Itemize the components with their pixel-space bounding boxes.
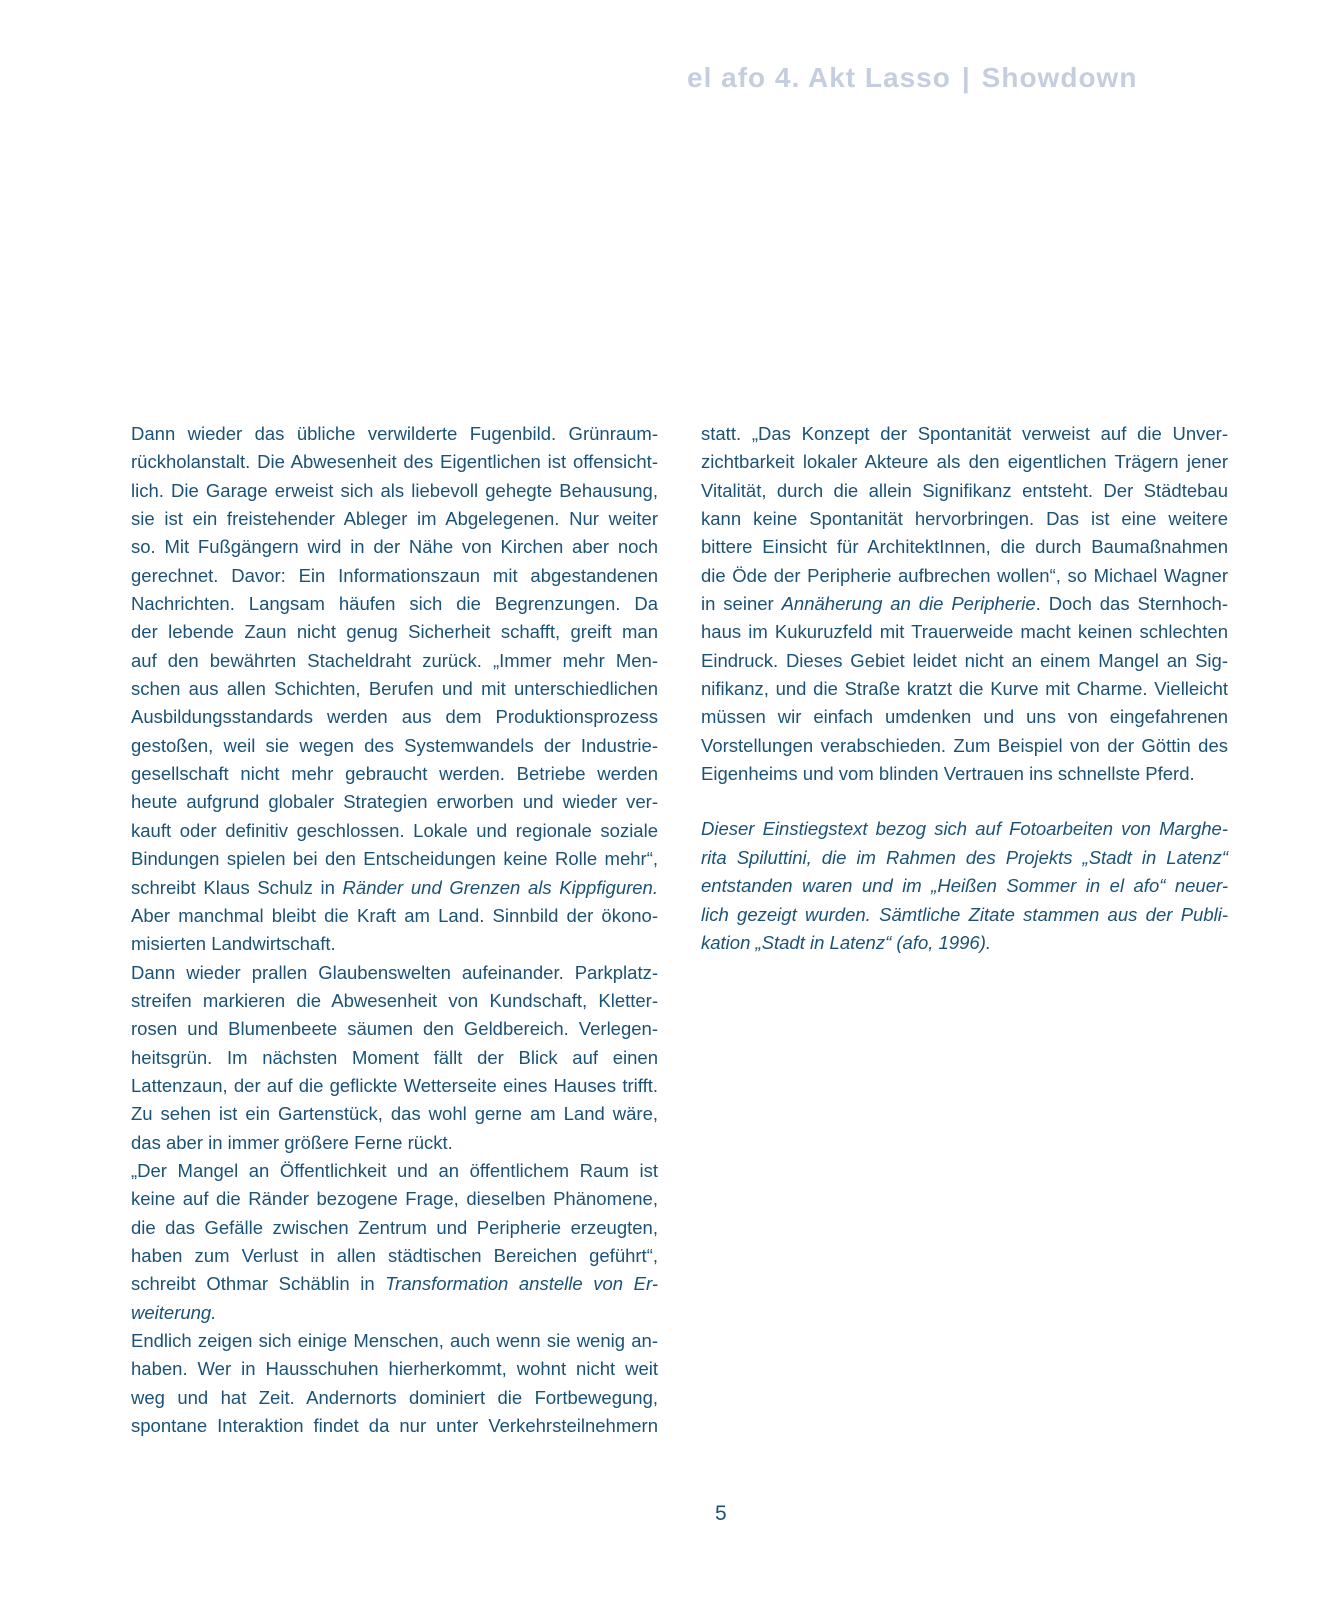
text-line bbox=[131, 902, 658, 930]
text-line bbox=[701, 618, 1228, 646]
text-segment: Zu sehen ist ein Gartenstück, das wohl gerne am Land wäre, bbox=[131, 1103, 658, 1125]
text-segment: bittere Einsicht für ArchitektInnen, die durch Baumaßnahmen bbox=[701, 536, 1228, 558]
text-segment: auf den bewährten Stacheldraht zurück. „Immer mehr Men- bbox=[131, 649, 658, 671]
text-segment: „Der Mangel an Öffentlichkeit und an öffentlichem Raum ist bbox=[131, 1159, 658, 1181]
text-line bbox=[701, 533, 1228, 561]
text-line bbox=[131, 590, 658, 618]
text-segment: rosen und Blumenbeete säumen den Geldbereich. Verlegen- bbox=[131, 1018, 658, 1040]
text-line bbox=[131, 1044, 658, 1072]
text-segment: lich gezeigt wurden. Sämtliche Zitate stammen aus der Publi- bbox=[701, 903, 1228, 925]
header-chapter: el afo 4. Akt Lasso bbox=[687, 62, 951, 93]
text-line bbox=[131, 1270, 658, 1298]
italic-text-segment: Annäherung an die Peripherie bbox=[781, 593, 1036, 615]
text-segment: die Öde der Peripherie aufbrechen wollen“, so Michael Wagner bbox=[701, 564, 1228, 586]
text-line bbox=[131, 874, 658, 902]
text-segment: so. Mit Fußgängern wird in der Nähe von Kirchen aber noch bbox=[131, 536, 658, 558]
text-segment: Lattenzaun, der auf die geflickte Wetterseite eines Hauses trifft. bbox=[131, 1074, 658, 1096]
text-line bbox=[701, 872, 1228, 900]
text-segment: müssen wir einfach umdenken und uns von eingefahrenen bbox=[701, 706, 1228, 728]
text-line bbox=[131, 987, 658, 1015]
text-line bbox=[701, 448, 1228, 476]
text-line bbox=[131, 477, 658, 505]
text-line bbox=[131, 1214, 658, 1242]
text-segment: nifikanz, und die Straße kratzt die Kurve mit Charme. Vielleicht bbox=[701, 678, 1228, 700]
text-segment: entstanden waren und im „Heißen Sommer in el afo“ neuer- bbox=[701, 875, 1228, 897]
italic-text-segment: Transformation anstelle von Er- bbox=[385, 1273, 658, 1295]
text-segment: misierten Landwirtschaft. bbox=[131, 933, 336, 955]
text-line bbox=[131, 760, 658, 788]
text-segment: kann keine Spontanität hervorbringen. Das ist eine weitere bbox=[701, 508, 1228, 530]
text-line bbox=[131, 1185, 658, 1213]
text-line bbox=[131, 1242, 658, 1270]
text-segment: Eindruck. Dieses Gebiet leidet nicht an einem Mangel an Sig- bbox=[701, 649, 1228, 671]
italic-text-segment: Ränder und Grenzen als Kippfiguren. bbox=[342, 876, 658, 898]
text-segment: haus im Kukuruzfeld mit Trauerweide macht keinen schlechten bbox=[701, 621, 1228, 643]
text-segment: Eigenheims und vom blinden Vertrauen ins schnellste Pferd. bbox=[701, 763, 1195, 785]
text-line bbox=[131, 675, 658, 703]
text-segment: gerechnet. Davor: Ein Informationszaun mit abgestandenen bbox=[131, 564, 658, 586]
text-line bbox=[701, 590, 1228, 618]
text-segment: Dann wieder das übliche verwilderte Fugenbild. Grünraum- bbox=[131, 423, 658, 444]
text-segment: kation „Stadt in Latenz“ (afo, 1996). bbox=[701, 931, 992, 953]
text-segment: in seiner bbox=[701, 593, 782, 615]
text-line bbox=[701, 732, 1228, 760]
text-segment: Ausbildungsstandards werden aus dem Produktionsprozess bbox=[131, 706, 658, 728]
text-line bbox=[701, 844, 1228, 872]
text-column-right bbox=[701, 420, 1228, 957]
text-line bbox=[131, 817, 658, 845]
paragraph bbox=[701, 420, 1228, 788]
text-segment: spontane Interaktion findet da nur unter Verkehrsteilnehmern bbox=[131, 1415, 658, 1437]
text-segment: lich. Die Garage erweist sich als liebevoll gehegte Behausung, bbox=[131, 479, 658, 501]
page-header bbox=[687, 64, 1137, 92]
text-line bbox=[131, 1327, 658, 1355]
text-line bbox=[131, 1129, 658, 1157]
text-line bbox=[701, 901, 1228, 929]
text-segment: heute aufgrund globaler Strategien erworben und wieder ver- bbox=[131, 791, 658, 813]
text-line bbox=[131, 930, 658, 958]
text-line bbox=[701, 815, 1228, 843]
text-line bbox=[701, 420, 1228, 448]
text-line bbox=[131, 505, 658, 533]
text-segment: rita Spiluttini, die im Rahmen des Projekts „Stadt in Latenz“ bbox=[701, 846, 1228, 868]
text-line bbox=[701, 477, 1228, 505]
text-line bbox=[131, 1299, 658, 1327]
text-segment: Nachrichten. Langsam häufen sich die Begrenzungen. Da bbox=[131, 593, 658, 615]
text-segment: haben zum Verlust in allen städtischen Bereichen geführt“, bbox=[131, 1244, 658, 1266]
text-line bbox=[701, 505, 1228, 533]
paragraph bbox=[131, 1157, 658, 1327]
text-line bbox=[131, 533, 658, 561]
text-segment: . Doch das Sternhoch- bbox=[1035, 593, 1228, 615]
text-line bbox=[131, 959, 658, 987]
text-line bbox=[701, 929, 1228, 957]
text-line bbox=[131, 448, 658, 476]
text-segment: gesellschaft nicht mehr gebraucht werden. Betriebe werden bbox=[131, 763, 658, 785]
text-segment: die das Gefälle zwischen Zentrum und Peripherie erzeugten, bbox=[131, 1216, 658, 1238]
text-segment: kauft oder definitiv geschlossen. Lokale und regionale soziale bbox=[131, 819, 658, 841]
text-segment: Vorstellungen verabschieden. Zum Beispiel von der Göttin des bbox=[701, 734, 1228, 756]
paragraph bbox=[131, 1327, 658, 1440]
text-line bbox=[131, 732, 658, 760]
text-segment: rückholanstalt. Die Abwesenheit des Eigentlichen ist offensicht- bbox=[131, 451, 658, 473]
text-segment: keine auf die Ränder bezogene Frage, dieselben Phänomene, bbox=[131, 1188, 658, 1210]
text-line bbox=[131, 1355, 658, 1383]
text-line bbox=[131, 1100, 658, 1128]
text-segment: statt. „Das Konzept der Spontanität verweist auf die Unver- bbox=[701, 423, 1228, 444]
text-segment: haben. Wer in Hausschuhen hierherkommt, wohnt nicht weit bbox=[131, 1358, 658, 1380]
text-line bbox=[131, 788, 658, 816]
text-segment: Vitalität, durch die allein Signifikanz entsteht. Der Städtebau bbox=[701, 479, 1228, 501]
text-column-left bbox=[131, 420, 658, 1440]
text-segment: streifen markieren die Abwesenheit von Kundschaft, Kletter- bbox=[131, 989, 658, 1011]
paragraph bbox=[131, 420, 658, 959]
text-segment: Endlich zeigen sich einige Menschen, auch wenn sie wenig an- bbox=[131, 1330, 658, 1351]
text-segment: Bindungen spielen bei den Entscheidungen keine Rolle mehr“, bbox=[131, 848, 658, 870]
text-segment: weg und hat Zeit. Andernorts dominiert die Fortbewegung, bbox=[131, 1386, 658, 1408]
text-segment: schen aus allen Schichten, Berufen und mit unterschiedlichen bbox=[131, 678, 658, 700]
paragraph bbox=[131, 959, 658, 1157]
text-line bbox=[701, 647, 1228, 675]
text-line bbox=[131, 845, 658, 873]
text-segment: Dann wieder prallen Glaubenswelten aufeinander. Parkplatz- bbox=[131, 961, 658, 983]
text-segment: Dieser Einstiegstext bezog sich auf Fotoarbeiten von Marghe- bbox=[701, 818, 1228, 840]
text-segment: Aber manchmal bleibt die Kraft am Land. Sinnbild der ökono- bbox=[131, 904, 658, 926]
text-segment: schreibt Klaus Schulz in bbox=[131, 876, 343, 898]
text-line bbox=[701, 760, 1228, 788]
header-section: Showdown bbox=[981, 62, 1138, 93]
text-line bbox=[131, 1015, 658, 1043]
text-line bbox=[131, 647, 658, 675]
text-line bbox=[131, 703, 658, 731]
italic-text-segment: weiterung. bbox=[131, 1301, 217, 1323]
text-line bbox=[131, 1072, 658, 1100]
text-segment: das aber in immer größere Ferne rückt. bbox=[131, 1131, 453, 1153]
text-line bbox=[701, 562, 1228, 590]
text-line bbox=[131, 1412, 658, 1440]
text-line bbox=[701, 675, 1228, 703]
text-line bbox=[131, 420, 658, 448]
text-segment: zichtbarkeit lokaler Akteure als den eigentlichen Trägern jener bbox=[701, 451, 1228, 473]
text-segment: der lebende Zaun nicht genug Sicherheit schafft, greift man bbox=[131, 621, 658, 643]
text-segment: sie ist ein freistehender Ableger im Abgelegenen. Nur weiter bbox=[131, 508, 658, 530]
text-line bbox=[131, 618, 658, 646]
page-number: 5 bbox=[715, 1502, 727, 1525]
header-separator: | bbox=[961, 62, 971, 93]
text-segment: gestoßen, weil sie wegen des Systemwandels der Industrie- bbox=[131, 734, 658, 756]
text-line bbox=[131, 1157, 658, 1185]
text-line bbox=[131, 1384, 658, 1412]
text-line bbox=[701, 703, 1228, 731]
paragraph bbox=[701, 815, 1228, 957]
text-segment: heitsgrün. Im nächsten Moment fällt der Blick auf einen bbox=[131, 1046, 658, 1068]
text-segment: schreibt Othmar Schäblin in bbox=[131, 1273, 386, 1295]
text-line bbox=[131, 562, 658, 590]
